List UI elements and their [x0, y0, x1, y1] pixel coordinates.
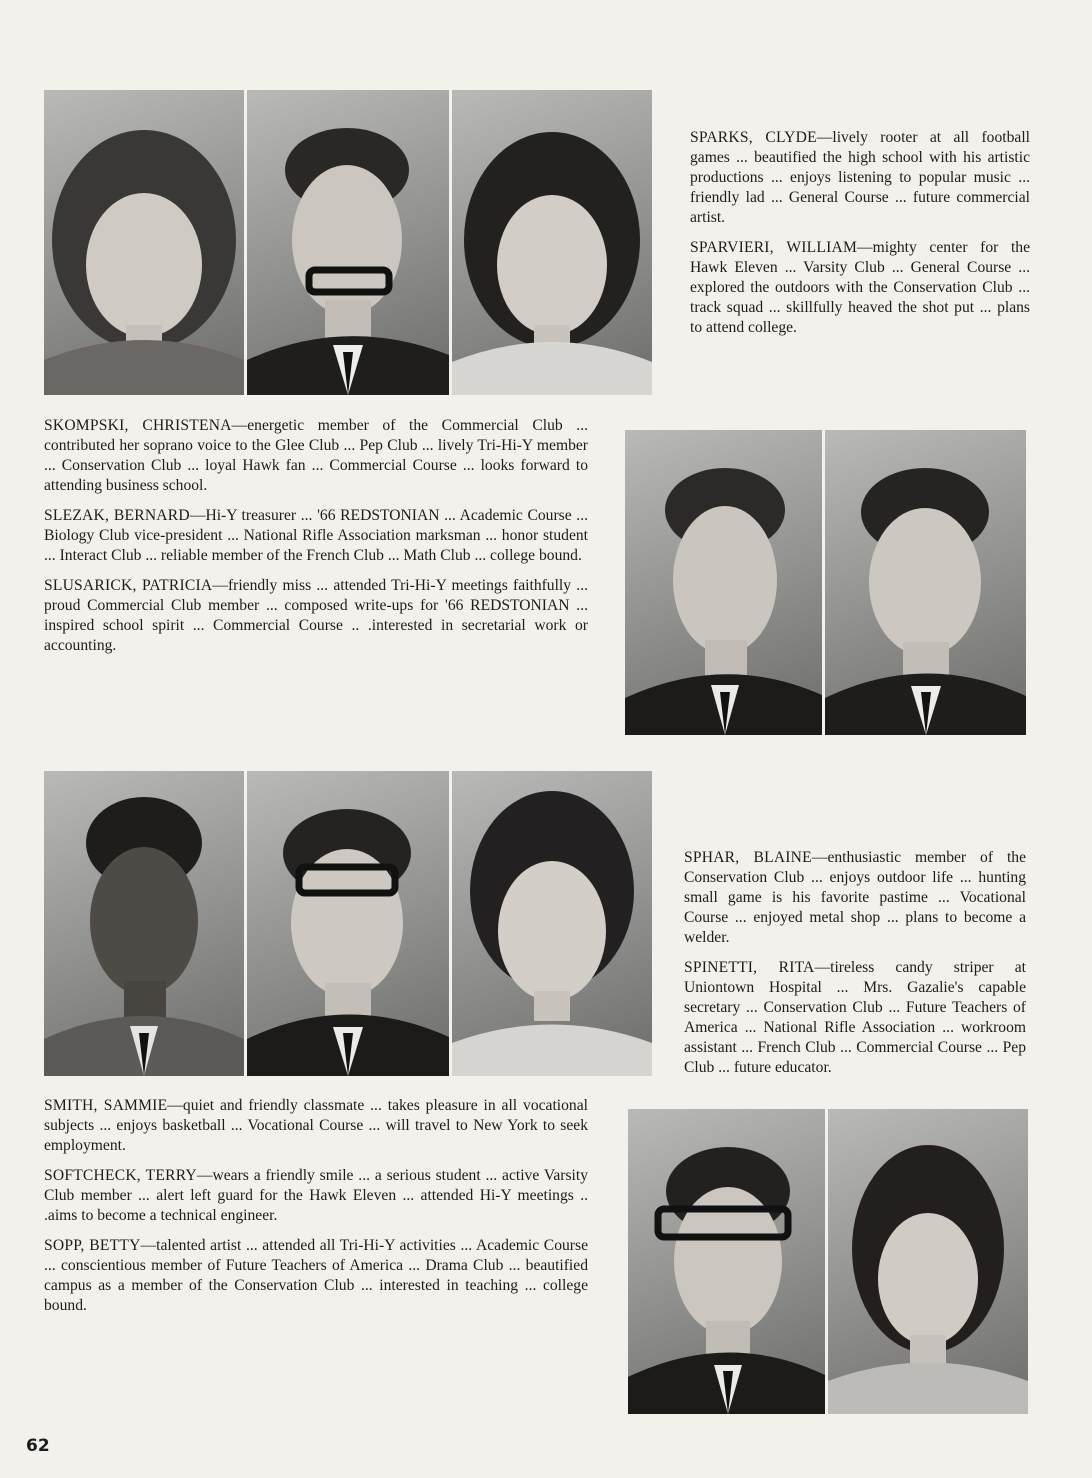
page-number: 62: [26, 1436, 50, 1456]
student-description: —enthusiastic member of the Conservation Club ... enjoys outdoor life ... hunting small game is his favorite pastime ... Vocational Course ... enjoyed metal shop ... plans to become a welder.: [684, 849, 1026, 946]
student-bio-column: [44, 416, 588, 666]
portrait-photo: [625, 430, 822, 735]
student-name: SKOMPSKI, CHRISTENA: [44, 417, 232, 434]
student-name: SMITH, SAMMIE: [44, 1097, 168, 1114]
student-bio: [44, 1236, 588, 1316]
student-name: SPHAR, BLAINE: [684, 849, 812, 866]
student-name: SPINETTI, RITA: [684, 959, 815, 976]
student-bio: [690, 238, 1030, 338]
student-bio: [44, 416, 588, 496]
portrait-photo: [44, 771, 244, 1076]
student-bio-column: [684, 848, 1026, 1088]
student-name: SLEZAK, BERNARD: [44, 507, 190, 524]
portrait-photo: [452, 90, 652, 395]
portrait-photo: [44, 90, 244, 395]
student-bio: [690, 128, 1030, 228]
portrait-photo: [452, 771, 652, 1076]
portrait-photo: [628, 1109, 825, 1414]
student-name: SLUSARICK, PATRICIA: [44, 577, 213, 594]
student-bio: [44, 506, 588, 566]
student-description: —mighty center for the Hawk Eleven ... Varsity Club ... General Course ... explored the outdoors with the Conservation Club ... track squad ... skillfully heaved the shot put ... plans to attend college.: [690, 239, 1031, 336]
student-description: —Hi-Y treasurer ... '66 REDSTONIAN ... Academic Course ... Biology Club vice-president ... National Rifle Association marksman ... honor student ... Interact Club ... reliable member of the French Club ... Math Club ... college bound.: [44, 507, 588, 564]
student-bio: [684, 958, 1026, 1078]
student-name: SPARVIERI, WILLIAM: [690, 239, 858, 256]
student-bio: [44, 1096, 588, 1156]
portrait-photo: [247, 771, 449, 1076]
student-description: —talented artist ... attended all Tri-Hi-Y activities ... Academic Course ... conscientious member of Future Teachers of America ... Drama Club ... beautified campus as a member of the Conservation Club ... interested in teaching ... college bound.: [44, 1237, 588, 1314]
student-description: —lively rooter at all football games ... beautified the high school with his artistic productions ... enjoys listening to popular music ... friendly lad ... General Course ... future commercial artist.: [690, 129, 1030, 226]
portrait-photo: [825, 430, 1026, 735]
portrait-photo: [247, 90, 449, 395]
portrait-photo: [828, 1109, 1028, 1414]
student-description: —friendly miss ... attended Tri-Hi-Y meetings faithfully ... proud Commercial Club member ... composed write-ups for '66 REDSTONIAN ... inspired school spirit ... Commercial Course .. .interested in secretarial work or accounting.: [44, 577, 588, 654]
student-name: SOFTCHECK, TERRY: [44, 1167, 197, 1184]
student-description: —wears a friendly smile ... a serious student ... active Varsity Club member ... alert left guard for the Hawk Eleven ... attended Hi-Y meetings .. .aims to become a technical engineer.: [44, 1167, 589, 1224]
student-bio: [44, 1166, 588, 1226]
student-description: —quiet and friendly classmate ... takes pleasure in all vocational subjects ... enjoys basketball ... Vocational Course ... will travel to New York to seek employment.: [44, 1097, 588, 1154]
student-bio: [44, 576, 588, 656]
student-description: —tireless candy striper at Uniontown Hospital ... Mrs. Gazalie's capable secretary ... Conservation Club ... Future Teachers of America ... National Rifle Association ... workroom assistant ... French Club ... Commercial Course ... Pep Club ... future educator.: [684, 959, 1026, 1076]
student-bio-column: [690, 128, 1030, 348]
student-name: SOPP, BETTY: [44, 1237, 141, 1254]
student-bio-column: [44, 1096, 588, 1326]
student-name: SPARKS, CLYDE: [690, 129, 817, 146]
student-bio: [684, 848, 1026, 948]
student-description: —energetic member of the Commercial Club ... contributed her soprano voice to the Glee Club ... Pep Club ... lively Tri-Hi-Y member ... Conservation Club ... loyal Hawk fan ... Commercial Course ... looks forward to attending business school.: [44, 417, 588, 494]
